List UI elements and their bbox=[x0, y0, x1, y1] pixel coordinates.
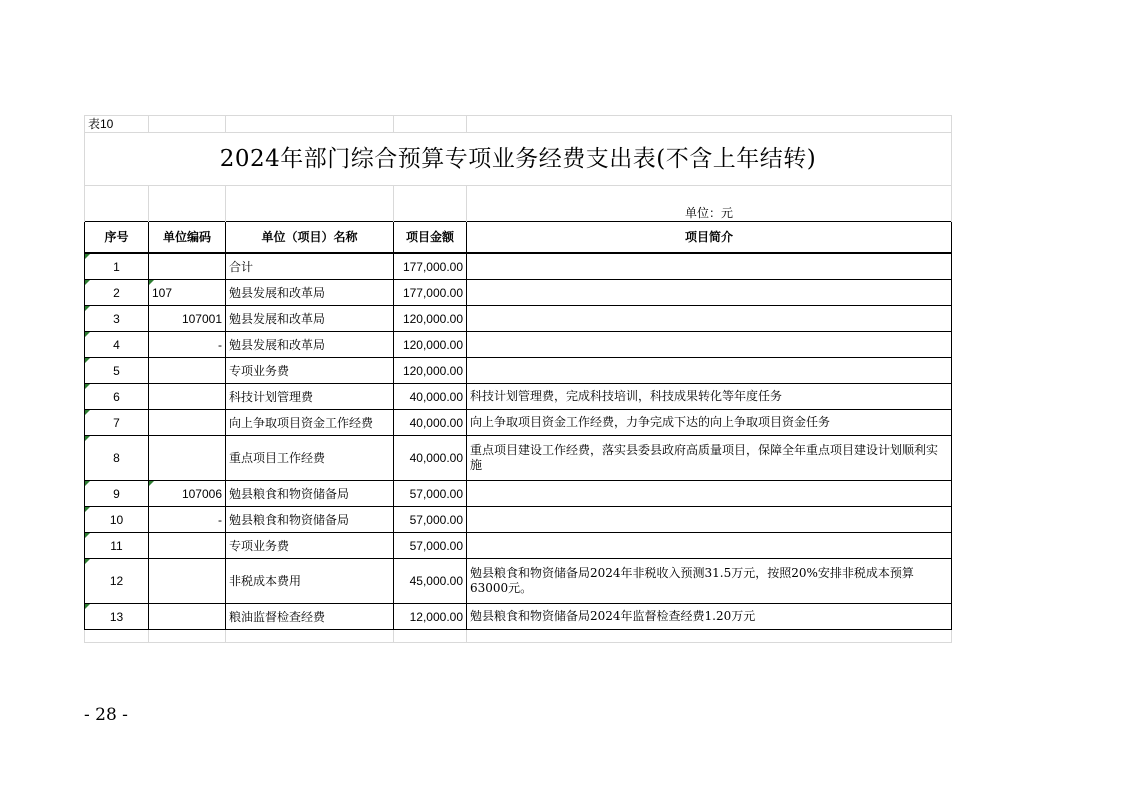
table-row bbox=[85, 507, 952, 533]
table-title: 2024年部门综合预算专项业务经费支出表(不含上年结转) bbox=[85, 133, 952, 186]
table-row bbox=[85, 559, 952, 604]
title-row bbox=[85, 133, 952, 186]
row-name: 专项业务费 bbox=[226, 358, 394, 384]
row-desc bbox=[467, 280, 952, 306]
table-row bbox=[85, 280, 952, 306]
row-code bbox=[149, 410, 226, 436]
table-row bbox=[85, 604, 952, 630]
row-amount: 57,000.00 bbox=[394, 507, 467, 533]
row-seq: 3 bbox=[85, 306, 149, 332]
row-code bbox=[149, 254, 226, 280]
row-desc: 向上争取项目资金工作经费，力争完成下达的向上争取项目资金任务 bbox=[467, 410, 952, 436]
row-name: 勉县粮食和物资储备局 bbox=[226, 507, 394, 533]
row-desc bbox=[467, 507, 952, 533]
row-name: 专项业务费 bbox=[226, 533, 394, 559]
row-amount: 40,000.00 bbox=[394, 410, 467, 436]
row-desc: 重点项目建设工作经费，落实县委县政府高质量项目，保障全年重点项目建设计划顺利实施 bbox=[467, 436, 952, 481]
row-amount: 120,000.00 bbox=[394, 358, 467, 384]
table-row bbox=[85, 481, 952, 507]
unit-row bbox=[85, 186, 952, 222]
row-seq: 1 bbox=[85, 254, 149, 280]
row-amount: 120,000.00 bbox=[394, 306, 467, 332]
row-desc bbox=[467, 332, 952, 358]
row-desc bbox=[467, 306, 952, 332]
row-amount: 40,000.00 bbox=[394, 384, 467, 410]
page-number: - 28 - bbox=[84, 705, 128, 725]
row-seq: 8 bbox=[85, 436, 149, 481]
row-code: - bbox=[149, 507, 226, 533]
row-code: 107 bbox=[149, 280, 226, 306]
row-code bbox=[149, 384, 226, 410]
table-row bbox=[85, 436, 952, 481]
table-row bbox=[85, 533, 952, 559]
table-tag-row bbox=[85, 116, 952, 133]
table-row bbox=[85, 254, 952, 280]
row-name: 粮油监督检查经费 bbox=[226, 604, 394, 630]
row-code bbox=[149, 436, 226, 481]
table-row bbox=[85, 332, 952, 358]
table-row bbox=[85, 384, 952, 410]
row-name: 非税成本费用 bbox=[226, 559, 394, 604]
row-seq: 6 bbox=[85, 384, 149, 410]
row-seq: 5 bbox=[85, 358, 149, 384]
table-tag: 表10 bbox=[85, 116, 149, 133]
header-code: 单位编码 bbox=[149, 222, 226, 253]
row-code bbox=[149, 604, 226, 630]
header-desc: 项目简介 bbox=[467, 222, 952, 253]
row-code bbox=[149, 559, 226, 604]
budget-table-sheet bbox=[84, 115, 951, 638]
row-desc: 科技计划管理费，完成科技培训，科技成果转化等年度任务 bbox=[467, 384, 952, 410]
row-code bbox=[149, 533, 226, 559]
row-amount: 177,000.00 bbox=[394, 254, 467, 280]
table-row bbox=[85, 306, 952, 332]
row-amount: 12,000.00 bbox=[394, 604, 467, 630]
row-amount: 40,000.00 bbox=[394, 436, 467, 481]
row-name: 勉县发展和改革局 bbox=[226, 306, 394, 332]
table-row bbox=[85, 358, 952, 384]
row-seq: 12 bbox=[85, 559, 149, 604]
row-desc bbox=[467, 254, 952, 280]
row-code: - bbox=[149, 332, 226, 358]
row-amount: 177,000.00 bbox=[394, 280, 467, 306]
row-amount: 45,000.00 bbox=[394, 559, 467, 604]
header-name: 单位（项目）名称 bbox=[226, 222, 394, 253]
row-code: 107001 bbox=[149, 306, 226, 332]
row-seq: 7 bbox=[85, 410, 149, 436]
budget-table-body bbox=[84, 253, 952, 643]
row-seq: 13 bbox=[85, 604, 149, 630]
row-seq: 9 bbox=[85, 481, 149, 507]
row-desc bbox=[467, 481, 952, 507]
row-seq: 4 bbox=[85, 332, 149, 358]
header-row bbox=[85, 222, 952, 253]
row-desc: 勉县粮食和物资储备局2024年非税收入预测31.5万元，按照20%安排非税成本预算63000元。 bbox=[467, 559, 952, 604]
unit-label: 单位：元 bbox=[467, 186, 952, 222]
row-name: 重点项目工作经费 bbox=[226, 436, 394, 481]
blank-row bbox=[85, 630, 952, 643]
row-amount: 57,000.00 bbox=[394, 533, 467, 559]
row-name: 科技计划管理费 bbox=[226, 384, 394, 410]
row-seq: 2 bbox=[85, 280, 149, 306]
row-name: 勉县发展和改革局 bbox=[226, 332, 394, 358]
row-seq: 10 bbox=[85, 507, 149, 533]
row-amount: 57,000.00 bbox=[394, 481, 467, 507]
header-amount: 项目金额 bbox=[394, 222, 467, 253]
row-name: 勉县粮食和物资储备局 bbox=[226, 481, 394, 507]
table-row bbox=[85, 410, 952, 436]
budget-table bbox=[84, 115, 952, 253]
row-desc: 勉县粮食和物资储备局2024年监督检查经费1.20万元 bbox=[467, 604, 952, 630]
row-seq: 11 bbox=[85, 533, 149, 559]
row-desc bbox=[467, 358, 952, 384]
row-code: 107006 bbox=[149, 481, 226, 507]
row-code bbox=[149, 358, 226, 384]
row-amount: 120,000.00 bbox=[394, 332, 467, 358]
row-name: 勉县发展和改革局 bbox=[226, 280, 394, 306]
row-name: 向上争取项目资金工作经费 bbox=[226, 410, 394, 436]
header-seq: 序号 bbox=[85, 222, 149, 253]
row-desc bbox=[467, 533, 952, 559]
row-name: 合计 bbox=[226, 254, 394, 280]
